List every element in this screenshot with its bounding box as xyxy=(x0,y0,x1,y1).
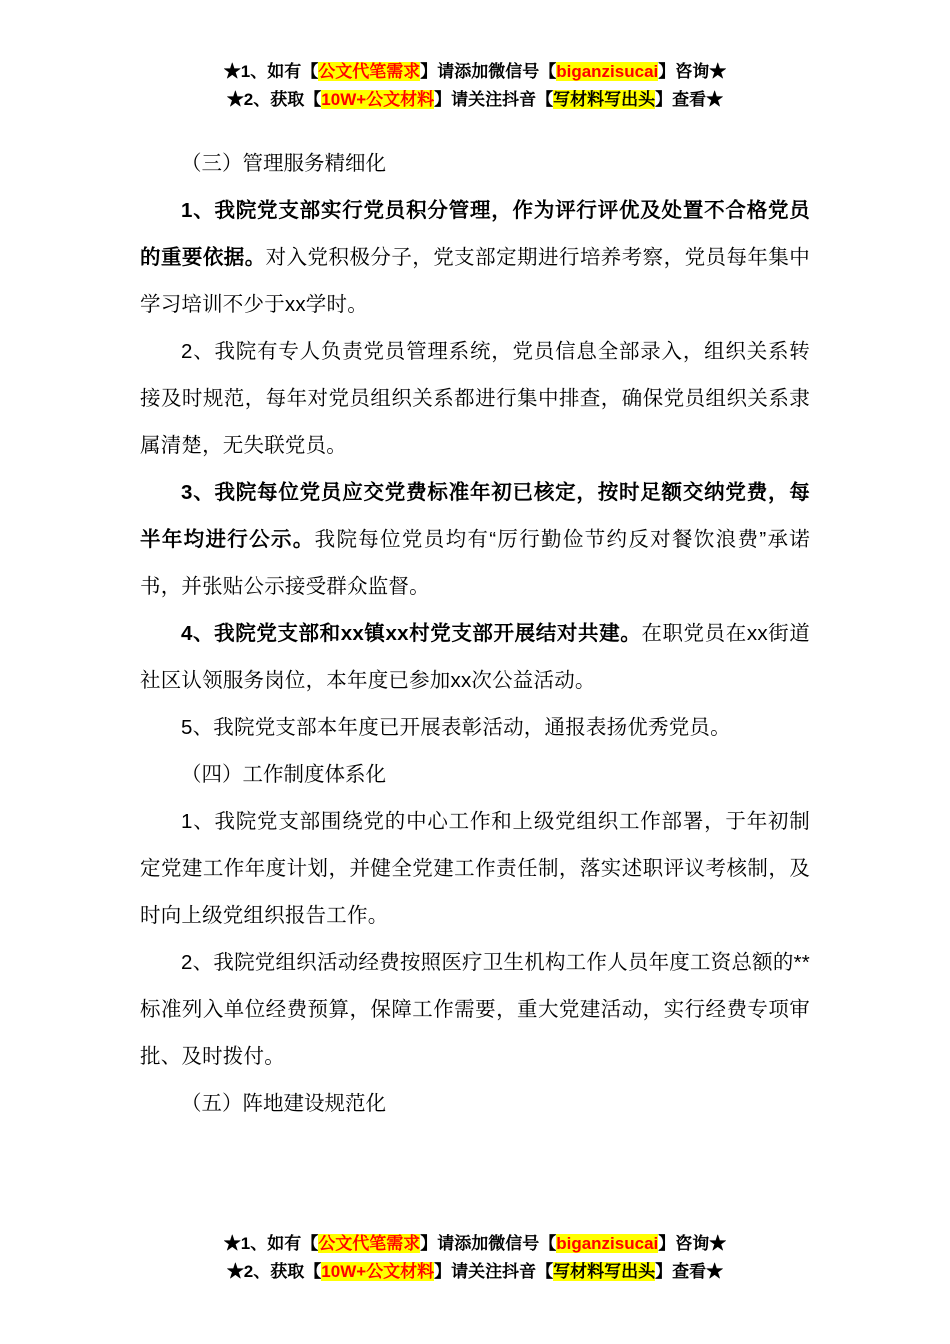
paragraph-3-2 xyxy=(140,328,810,469)
paragraph-4-1-rest: 1、我院党支部围绕党的中心工作和上级党组织工作部署，于年初制定党建工作年度计划，并健全党建工作责任制，落实述职评议考核制，及时向上级党组织报告工作。 xyxy=(140,810,810,927)
promo-banner-bottom xyxy=(140,1230,810,1286)
paragraph-3-4-rest: 在职党员在xx街道社区认领服务岗位，本年度已参加xx次公益活动。 xyxy=(140,622,810,692)
promo-line-2-highlight-1: 10W+公文材料 xyxy=(321,90,435,109)
paragraph-3-1-rest: 对入党积极分子，党支部定期进行培养考察，党员每年集中学习培训不少于xx学时。 xyxy=(140,246,810,316)
section-heading-4: （四）工作制度体系化 xyxy=(181,763,386,786)
promo-line-2-prefix: ★2、获取【 xyxy=(226,90,322,109)
promo-bottom-line-2-highlight-1: 10W+公文材料 xyxy=(321,1262,435,1281)
paragraph-3-5-rest: 5、我院党支部本年度已开展表彰活动，通报表扬优秀党员。 xyxy=(181,716,731,739)
promo-line-1 xyxy=(140,58,810,86)
paragraph-3-3 xyxy=(140,469,810,610)
promo-bottom-line-1-highlight-2: biganzisucai xyxy=(556,1234,659,1253)
promo-bottom-line-1-mid: 】请添加微信号【 xyxy=(420,1234,557,1253)
promo-line-1-prefix: ★1、如有【 xyxy=(223,62,319,81)
promo-bottom-line-2-mid: 】请关注抖音【 xyxy=(434,1262,554,1281)
section-heading-5: （五）阵地建设规范化 xyxy=(181,1092,386,1115)
promo-line-1-highlight-1: 公文代笔需求 xyxy=(318,62,421,81)
promo-bottom-line-1-suffix: 】咨询★ xyxy=(658,1234,727,1253)
paragraph-3-2-rest: 2、我院有专人负责党员管理系统，党员信息全部录入，组织关系转接及时规范，每年对党员组织关系都进行集中排查，确保党员组织关系隶属清楚，无失联党员。 xyxy=(140,340,810,457)
promo-bottom-line-2-suffix: 】查看★ xyxy=(655,1262,724,1281)
promo-line-2-mid: 】请关注抖音【 xyxy=(434,90,554,109)
section-heading-3: （三）管理服务精细化 xyxy=(181,152,386,175)
paragraph-3-4-bold: 4、我院党支部和xx镇xx村党支部开展结对共建。 xyxy=(181,622,642,645)
promo-bottom-line-2-prefix: ★2、获取【 xyxy=(226,1262,322,1281)
promo-line-2 xyxy=(140,86,810,114)
paragraph-3-3-rest: 我院每位党员均有“厉行勤俭节约反对餐饮浪费”承诺书，并张贴公示接受群众监督。 xyxy=(140,528,810,598)
promo-bottom-line-1-highlight-1: 公文代笔需求 xyxy=(318,1234,421,1253)
promo-bottom-line-1-prefix: ★1、如有【 xyxy=(223,1234,319,1253)
promo-bottom-line-2-highlight-2: 写材料写出头 xyxy=(553,1262,656,1281)
paragraph-3-5 xyxy=(140,704,810,751)
paragraph-4-2-rest: 2、我院党组织活动经费按照医疗卫生机构工作人员年度工资总额的**标准列入单位经费预算，保障工作需要，重大党建活动，实行经费专项审批、及时拨付。 xyxy=(140,951,810,1068)
paragraph-3-3-bold: 3、我院每位党员应交党费标准年初已核定，按时足额交纳党费，每半年均进行公示。 xyxy=(140,481,810,551)
promo-banner-top xyxy=(140,58,810,114)
promo-bottom-line-1 xyxy=(140,1230,810,1258)
paragraph-3-1-bold: 1、我院党支部实行党员积分管理，作为评行评优及处置不合格党员的重要依据。 xyxy=(140,199,810,269)
promo-line-1-mid: 】请添加微信号【 xyxy=(420,62,557,81)
promo-line-2-suffix: 】查看★ xyxy=(655,90,724,109)
paragraph-3-4 xyxy=(140,610,810,704)
paragraph-3-1 xyxy=(140,187,810,328)
paragraph-4-2 xyxy=(140,939,810,1080)
promo-line-2-highlight-2: 写材料写出头 xyxy=(553,90,656,109)
promo-line-1-highlight-2: biganzisucai xyxy=(556,62,659,81)
promo-line-1-suffix: 】咨询★ xyxy=(658,62,727,81)
promo-bottom-line-2 xyxy=(140,1258,810,1286)
paragraph-4-1 xyxy=(140,798,810,939)
